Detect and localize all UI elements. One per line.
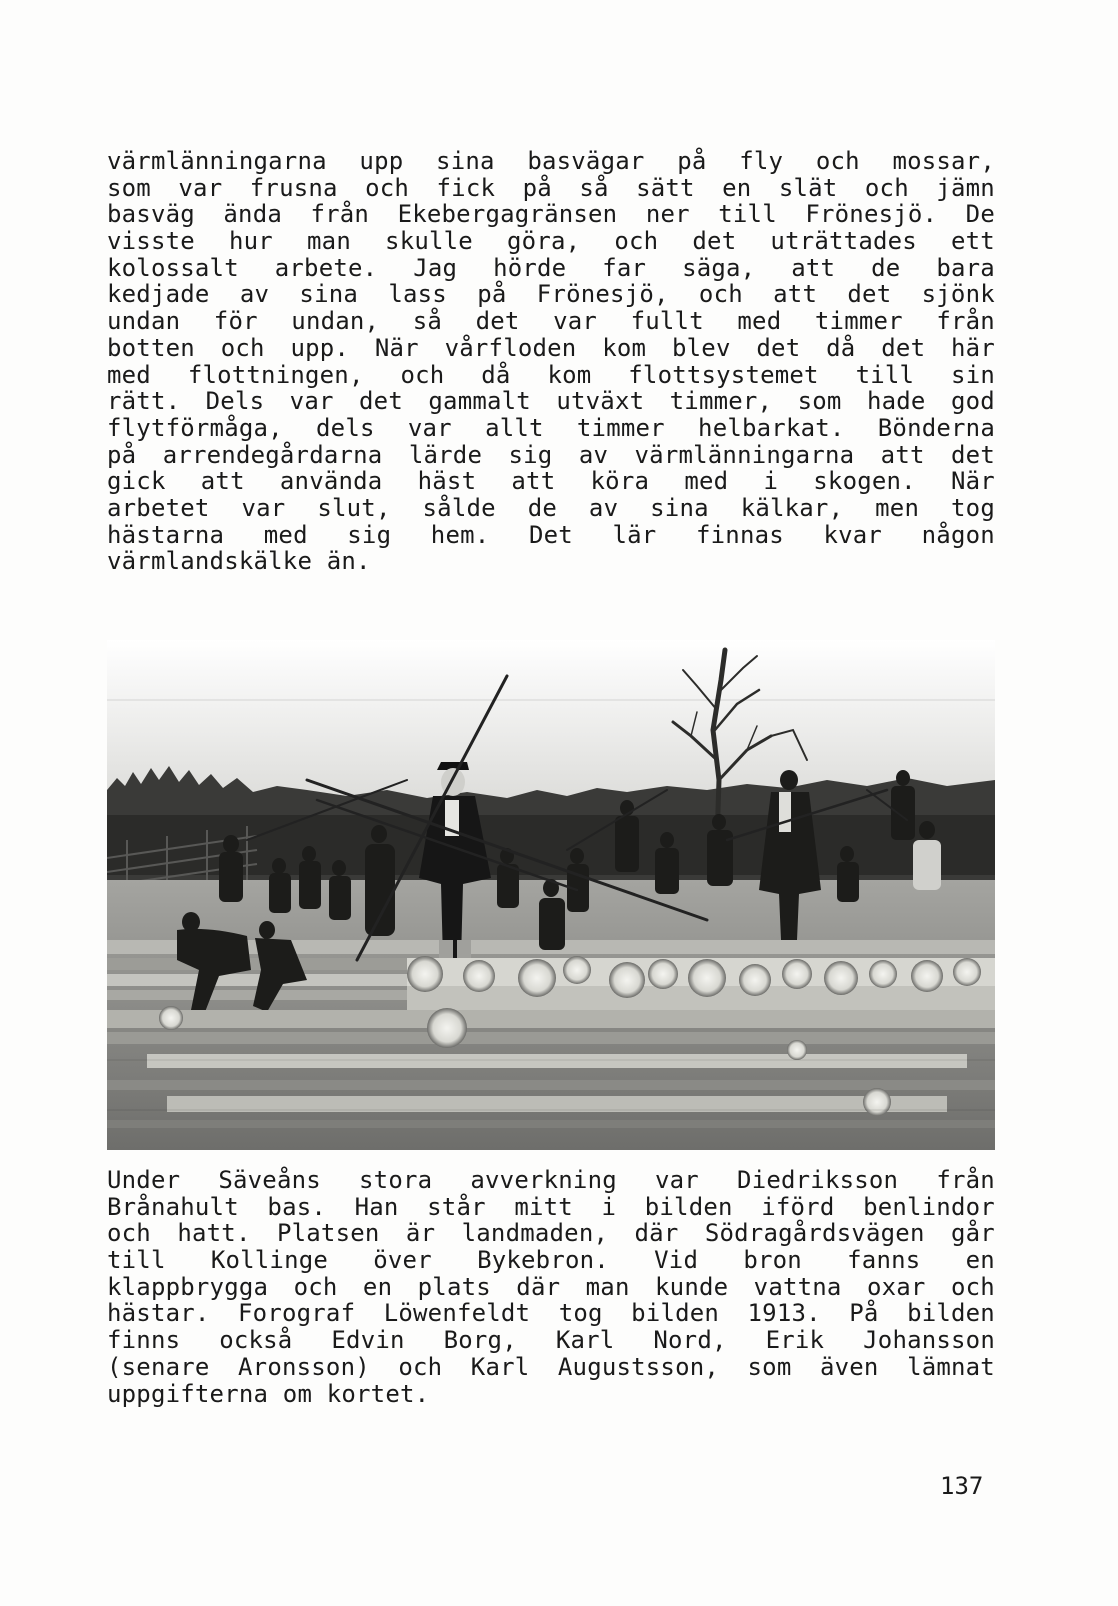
text-line: och hatt. Platsen är landmaden, där Södragårdsvägen går: [107, 1219, 995, 1248]
photo-caption: [107, 1167, 995, 1407]
text-line: flytförmåga, dels var allt timmer helbarkat. Bönderna: [107, 413, 995, 442]
page-number: 137: [940, 1472, 984, 1500]
log-driving-photo: [107, 640, 995, 1150]
text-line: med flottningen, och då kom flottsystemet till sin: [107, 360, 995, 389]
text-line: värmlandskälke än.: [107, 547, 371, 576]
text-line: undan för undan, så det var fullt med timmer från: [107, 307, 995, 336]
historical-photograph: [107, 640, 995, 1150]
body-text: [107, 148, 995, 575]
text-line: Brånahult bas. Han står mitt i bilden iförd benlindor: [107, 1192, 995, 1221]
text-line: botten och upp. När vårfloden kom blev det då det här: [107, 333, 995, 362]
text-line: gick att använda häst att köra med i skogen. När: [107, 467, 995, 496]
text-line: kolossalt arbete. Jag hörde far säga, att de bara: [107, 253, 995, 282]
text-line: arbetet var slut, sålde de av sina kälkar, men tog: [107, 493, 995, 522]
text-line: (senare Aronsson) och Karl Augustsson, som även lämnat: [107, 1352, 995, 1381]
text-line: värmlänningarna upp sina basvägar på fly och mossar,: [107, 147, 995, 175]
text-line: på arrendegårdarna lärde sig av värmlänningarna att det: [107, 440, 995, 469]
text-line: till Kollinge över Bykebron. Vid bron fanns en: [107, 1246, 995, 1275]
text-line: kedjade av sina lass på Frönesjö, och att det sjönk: [107, 280, 995, 309]
text-line: finns också Edvin Borg, Karl Nord, Erik Johansson: [107, 1326, 995, 1355]
text-line: Under Säveåns stora avverkning var Diedriksson från: [107, 1166, 995, 1194]
text-line: visste hur man skulle göra, och det uträttades ett: [107, 227, 995, 256]
text-line: hästar. Forograf Löwenfeldt tog bilden 1913. På bilden: [107, 1299, 995, 1328]
text-line: klappbrygga och en plats där man kunde vattna oxar och: [107, 1272, 995, 1301]
text-line: rätt. Dels var det gammalt utväxt timmer, som hade god: [107, 387, 995, 416]
text-line: basväg ända från Ekebergagränsen ner till Frönesjö. De: [107, 200, 995, 229]
text-line: hästarna med sig hem. Det lär finnas kvar någon: [107, 520, 995, 549]
text-line: uppgifterna om kortet.: [107, 1379, 430, 1408]
text-line: som var frusna och fick på så sätt en slät och jämn: [107, 173, 995, 202]
